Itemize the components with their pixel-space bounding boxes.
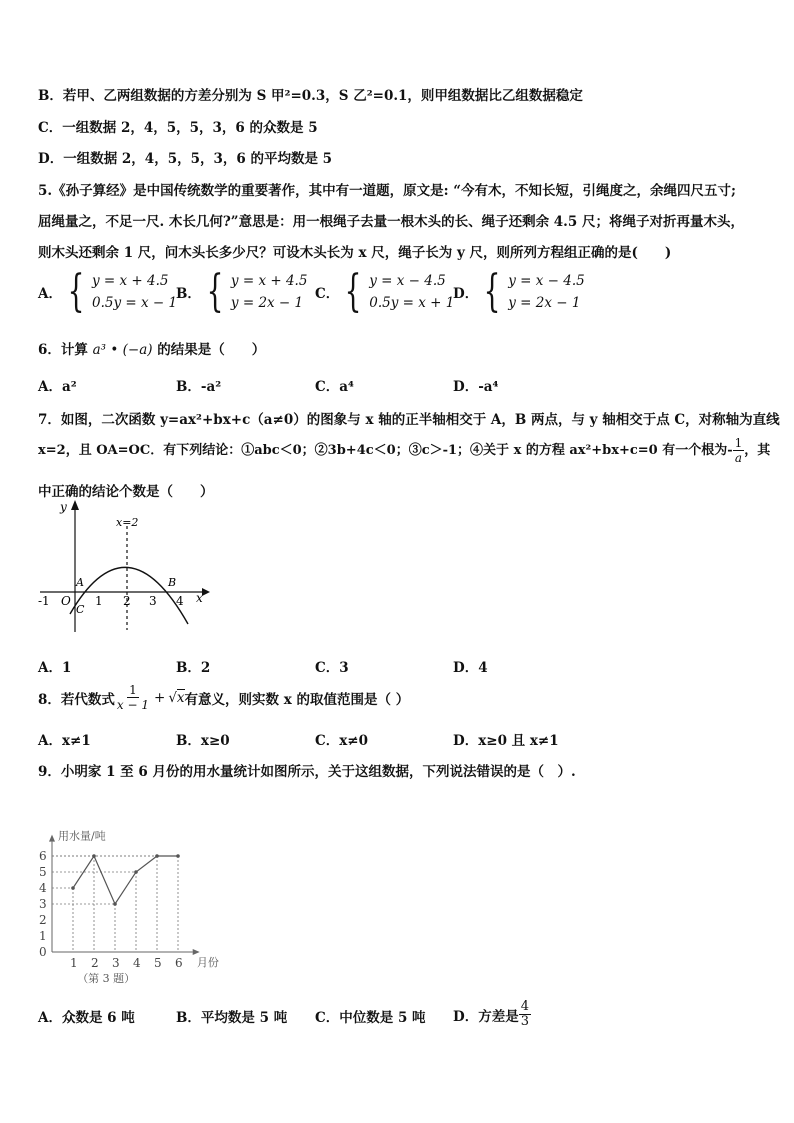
x-tick-label: 2 xyxy=(91,956,99,970)
q7-option-d: D．4 xyxy=(453,660,488,676)
q9-option-d xyxy=(453,1000,531,1029)
tick-label: 1 xyxy=(95,594,103,608)
fraction-denominator: a xyxy=(734,451,743,465)
q8-stem xyxy=(38,683,409,712)
q4-option-b: B．若甲、乙两组数据的方差分别为 S 甲²=0.3，S 乙²=0.1，则甲组数据比乙组数据稳定 xyxy=(38,88,583,104)
data-point xyxy=(176,854,180,858)
y-axis-arrow-icon xyxy=(49,835,55,842)
x-tick-label: 5 xyxy=(154,956,162,970)
y-tick-label: 4 xyxy=(39,881,47,895)
q9-stem: 9．小明家 1 至 6 月份的用水量统计如图所示，关于这组数据，下列说法错误的是（ ）. xyxy=(38,764,576,780)
q5-option-a xyxy=(38,266,178,317)
q6-stem xyxy=(38,338,265,358)
q7-parabola-graph xyxy=(30,496,220,636)
origin-label: O xyxy=(61,594,71,608)
y-axis-label: 用水量/吨 xyxy=(58,829,106,843)
q7-option-a: A．1 xyxy=(38,660,72,676)
q7-option-c: C．3 xyxy=(315,660,349,676)
q5-option-d xyxy=(453,266,585,317)
brace-icon: { xyxy=(483,266,501,317)
fraction-numerator: 1 xyxy=(129,683,137,697)
q5-eq2: y = 2x − 1 xyxy=(230,295,304,311)
brace-icon: { xyxy=(206,266,224,317)
sqrt-symbol-icon: √x xyxy=(168,689,185,706)
q7-stem-line1: 7．如图，二次函数 y=ax²+bx+c（a≠0）的图象与 x 轴的正半轴相交于 A，B 两点，与 y 轴相交于点 C，对称轴为直线 xyxy=(38,412,780,428)
y-tick-label: 3 xyxy=(39,897,47,911)
data-point xyxy=(92,854,96,858)
q6-option-b: B．-a² xyxy=(176,379,222,395)
q6-option-c: C．a⁴ xyxy=(315,379,354,395)
q9-water-usage-chart xyxy=(30,784,240,994)
x-axis-label: x xyxy=(196,591,203,605)
q5-option-b xyxy=(176,266,308,317)
q9-option-c: C．中位数是 5 吨 xyxy=(315,1010,426,1026)
q6-option-d: D．-a⁴ xyxy=(453,379,499,395)
fraction-denominator: x − 1 xyxy=(116,698,149,712)
x-axis-arrow-icon xyxy=(193,949,200,955)
fraction-denominator: 3 xyxy=(520,1014,529,1029)
data-point xyxy=(113,902,117,906)
q8-fraction xyxy=(115,683,151,712)
q8-suffix: 有意义，则实数 x 的取值范围是（ ） xyxy=(184,691,410,708)
q8-option-b: B．x≥0 xyxy=(176,733,230,749)
point-a-label: A xyxy=(76,576,84,589)
q5-stem-line3: 则木头还剩余 1 尺，问木头长多少尺？可设木头长为 x 尺，绳子长为 y 尺，则所列方程组正确的是( ) xyxy=(38,245,672,261)
q8-option-d: D．x≥0 且 x≠1 xyxy=(453,733,559,749)
q4-option-d: D．一组数据 2，4，5，5，3，6 的平均数是 5 xyxy=(38,151,333,167)
q9-option-d-prefix: D．方差是 xyxy=(453,1008,519,1025)
q6-prefix: 6．计算 xyxy=(38,342,88,358)
q5-stem-line2: 屈绳量之，不足一尺. 木长几何?”意思是：用一根绳子去量一根木头的长、绳子还剩余 4.5 尺；将绳子对折再量木头， xyxy=(38,214,744,230)
q7-fraction xyxy=(733,436,745,465)
q9-option-a: A．众数是 6 吨 xyxy=(38,1010,135,1026)
q9-option-b: B．平均数是 5 吨 xyxy=(176,1010,288,1026)
q6-suffix: 的结果是（ ） xyxy=(157,342,266,358)
x-tick-label: 6 xyxy=(175,956,183,970)
sqrt-radicand: x xyxy=(176,689,185,706)
point-b-label: B xyxy=(168,576,177,589)
tick-label: 3 xyxy=(149,594,157,608)
q7-option-b: B．2 xyxy=(176,660,211,676)
plus-sign: + xyxy=(154,689,166,706)
q4-option-c: C．一组数据 2，4，5，5，3，6 的众数是 5 xyxy=(38,120,318,136)
x-axis-arrow-icon xyxy=(202,588,210,596)
water-usage-line xyxy=(73,856,178,904)
q5-option-label: A． xyxy=(38,286,62,302)
x-tick-label: 1 xyxy=(70,956,78,970)
q6-expression: a³ • (−a) xyxy=(92,342,153,358)
q8-option-a: A．x≠1 xyxy=(38,733,91,749)
q5-eq2: 0.5y = x − 1 xyxy=(91,295,178,311)
y-tick-label: 6 xyxy=(39,849,47,863)
fraction-numerator: 1 xyxy=(734,436,743,450)
q5-stem-line1: 5.《孙子算经》是中国传统数学的重要著作，其中有一道题，原文是: “今有木，不知长短，引绳度之，余绳四尺五寸; xyxy=(38,183,737,199)
brace-icon: { xyxy=(67,266,85,317)
q5-option-label: B． xyxy=(176,286,201,302)
q8-option-c: C．x≠0 xyxy=(315,733,368,749)
q7-line2-suffix: ，其 xyxy=(744,443,771,458)
fraction-numerator: 4 xyxy=(520,999,529,1014)
q6-option-a: A．a² xyxy=(38,379,77,395)
q5-option-label: D． xyxy=(453,286,479,302)
q5-eq2: 0.5y = x + 1 xyxy=(369,295,455,311)
q5-eq1: y = x + 4.5 xyxy=(91,273,169,289)
q5-option-label: C． xyxy=(315,286,340,302)
data-point xyxy=(71,886,75,890)
brace-icon: { xyxy=(344,266,362,317)
y-tick-label: 0 xyxy=(39,945,47,959)
q5-eq1: y = x − 4.5 xyxy=(369,273,446,289)
tick-label: 4 xyxy=(176,594,184,608)
q7-stem-line3: 中正确的结论个数是（ ） xyxy=(38,484,214,500)
point-c-label: C xyxy=(76,603,85,616)
symmetry-axis-label: x=2 xyxy=(116,516,139,529)
q7-line2-prefix: x=2，且 OA=OC．有下列结论：①abc＜0；②3b+4c＜0；③c＞-1；④关于 x 的方程 ax²+bx+c=0 有一个根为- xyxy=(38,443,733,458)
tick-label: 2 xyxy=(123,594,131,608)
y-tick-label: 5 xyxy=(39,865,47,879)
x-tick-label: 4 xyxy=(133,956,141,970)
y-axis-arrow-icon xyxy=(71,500,79,510)
y-axis-label: y xyxy=(60,500,67,514)
q5-option-c xyxy=(315,266,455,317)
q5-eq1: y = x + 4.5 xyxy=(230,273,308,289)
y-tick-label: 2 xyxy=(39,913,47,927)
data-point xyxy=(134,870,138,874)
data-point xyxy=(155,854,159,858)
q5-eq2: y = 2x − 1 xyxy=(508,295,581,311)
q9-option-d-fraction xyxy=(519,1000,531,1029)
q5-eq1: y = x − 4.5 xyxy=(508,273,585,289)
q7-stem-line2 xyxy=(38,436,770,465)
x-axis-label: 月份 xyxy=(196,956,219,969)
y-tick-label: 1 xyxy=(39,929,47,943)
x-tick-label: 3 xyxy=(112,956,120,970)
q8-prefix: 8．若代数式 xyxy=(38,691,115,708)
chart-caption: （第 3 题） xyxy=(77,972,136,985)
tick-label: -1 xyxy=(38,594,50,608)
